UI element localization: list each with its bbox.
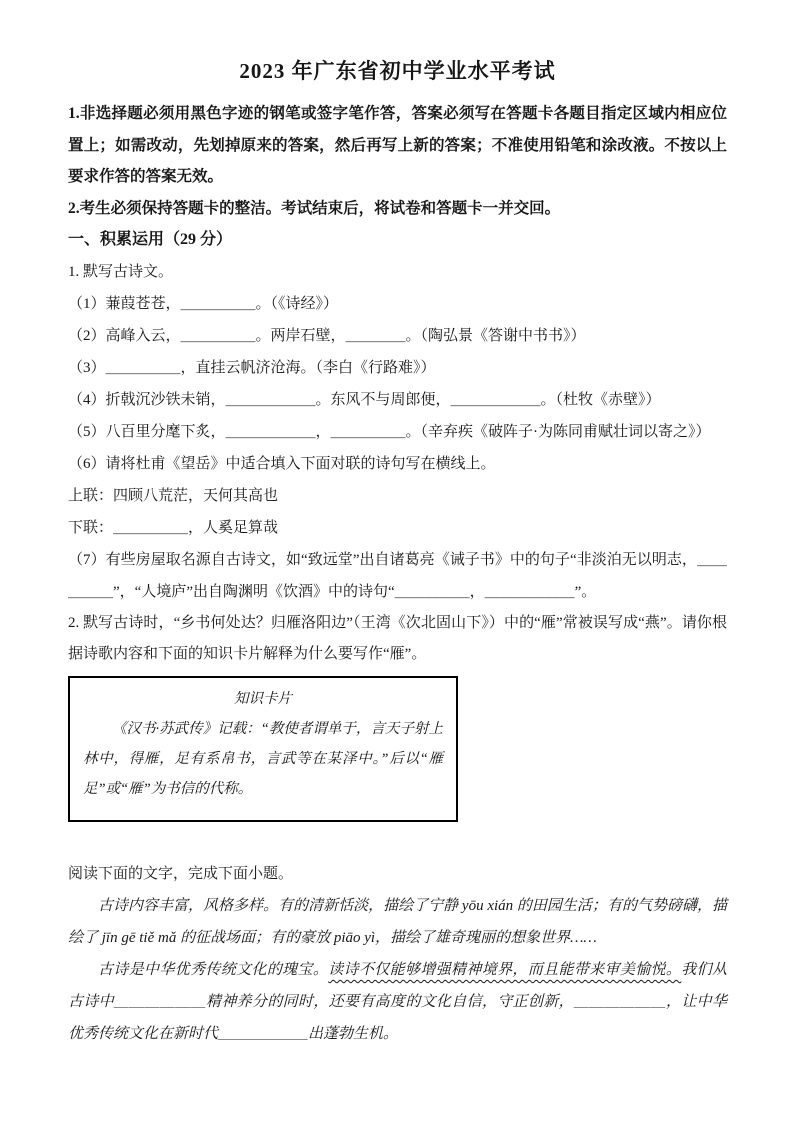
- q1-item-5: （5）八百里分麾下炙，＿＿＿＿＿＿，＿＿＿＿＿。（辛弃疾《破阵子·为陈同甫赋壮词以寄之》）: [68, 424, 711, 440]
- q1-couplet-upper: 上联：四顾八荒茫，天何其高也: [68, 488, 279, 504]
- reading-intro: 阅读下面的文字，完成下面小题。: [68, 866, 294, 882]
- q1-item-1: （1）蒹葭苍苍，＿＿＿＿＿。（《诗经》）: [68, 296, 339, 312]
- paper-title: 2023 年广东省初中学业水平考试: [239, 59, 556, 83]
- q1-item-7: （7）有些房屋取名源自古诗文，如“致远堂”出自诸葛亮《诫子书》中的句子“非淡泊无以明志，＿＿＿＿＿”，“人境庐”出自陶渊明《饮酒》中的诗句“＿＿＿＿＿，＿＿＿＿＿＿”。: [68, 552, 727, 600]
- q1-stem: 1. 默写古诗文。: [68, 264, 174, 280]
- reading-paragraph-2-pre: 古诗是中华优秀传统文化的瑰宝。: [98, 962, 329, 978]
- reading-paragraph-2-post: 我们从古诗中＿＿＿＿＿＿精神养分的同时，还要有高度的文化自信，守正创新，＿＿＿＿＿＿，让中华优秀传统文化在新时代＿＿＿＿＿＿出蓬勃生机。: [68, 962, 727, 1042]
- notice-2: 2.考生必须保持答题卡的整洁。考试结束后，将试卷和答题卡一并交回。: [68, 199, 561, 217]
- reading-paragraph-2-wavy-underline: 读诗不仅能够增强精神境界，而且能带来审美愉悦。: [328, 962, 682, 978]
- q1-item-3: （3）＿＿＿＿＿，直挂云帆济沧海。（李白《行路难》）: [68, 360, 436, 376]
- q1-item-6: （6）请将杜甫《望岳》中适合填入下面对联的诗句写在横线上。: [68, 456, 496, 472]
- q1-item-4: （4）折戟沉沙铁未销，＿＿＿＿＿＿。东风不与周郎便，＿＿＿＿＿＿。（杜牧《赤壁》）: [68, 392, 661, 408]
- knowledge-card: [68, 676, 458, 822]
- q1-item-2: （2）高峰入云，＿＿＿＿＿。两岸石壁，＿＿＿＿。（陶弘景《答谢中书书》）: [68, 328, 586, 344]
- section-heading: 一、积累运用（29 分）: [68, 231, 233, 248]
- knowledge-card-title: 知识卡片: [234, 691, 292, 707]
- q2-text: 2. 默写古诗时，“乡书何处达？归雁洛阳边”（王湾《次北固山下》）中的“雁”常被误写成“燕”。请你根据诗歌内容和下面的知识卡片解释为什么要写作“雁”。: [68, 615, 727, 662]
- reading-paragraph-2: [68, 954, 727, 1050]
- q1-couplet-lower: 下联：＿＿＿＿＿，人奚足算哉: [68, 520, 279, 536]
- reading-paragraph-1: 古诗内容丰富，风格多样。有的清新恬淡，描绘了宁静 yōu xián 的田园生活；有的气势磅礴，描绘了 jīn gē tiě mǎ 的征战场面；有的豪放 piāo yì，描绘了雄奇瑰丽的想象世界……: [68, 898, 727, 946]
- knowledge-card-body: 《汉书·苏武传》记载：“教使者谓单于，言天子射上林中，得雁，足有系帛书，言武等在某泽中。”后以“雁足”或“雁”为书信的代称。: [83, 721, 443, 797]
- notice-1: 1.非选择题必须用黑色字迹的钢笔或签字笔作答，答案必须写在答题卡各题目指定区域内相应位置上；如需改动，先划掉原来的答案，然后再写上新的答案；不准使用铅笔和涂改液。不按以上要求作答的答案无效。: [68, 105, 727, 185]
